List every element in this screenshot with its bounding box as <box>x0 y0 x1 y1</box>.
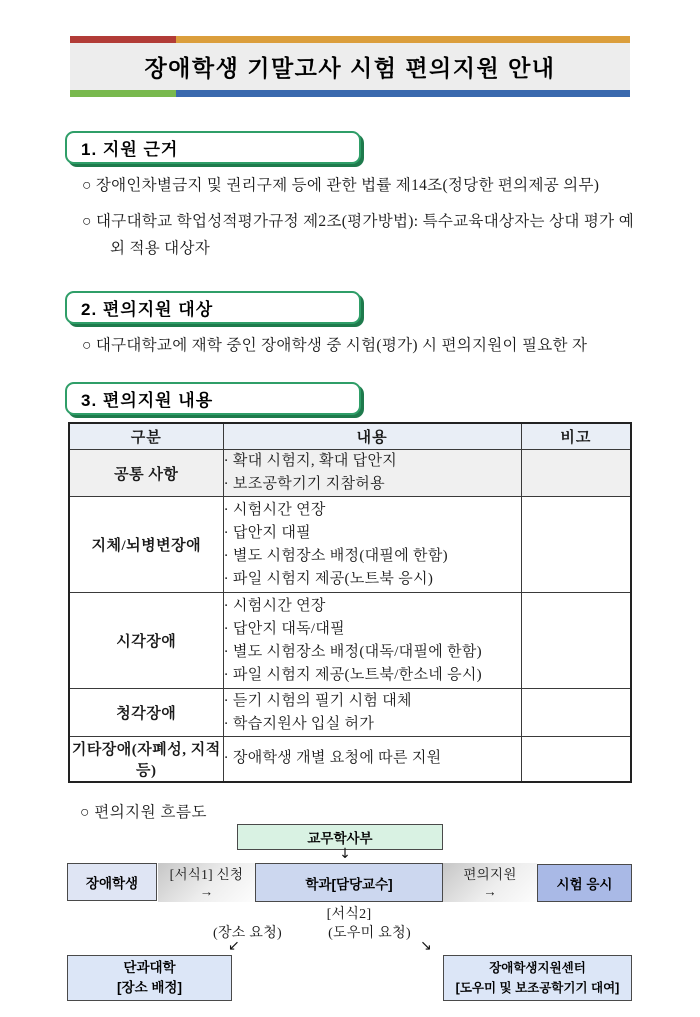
content-line: · 파일 시험지 제공(노트북/한소네 응시) <box>223 666 482 683</box>
table-row <box>69 689 631 737</box>
table-row <box>69 737 631 782</box>
center-box-line2: [도우미 및 보조공학기기 대여] <box>455 981 620 995</box>
content-line: · 장애학생 개별 요청에 따른 지원 <box>223 750 442 767</box>
content-line: · 듣기 시험의 필기 시험 대체 <box>223 692 412 709</box>
content-line: · 답안지 대독/대필 <box>223 620 345 637</box>
banner-gold-segment <box>176 36 630 43</box>
support-label: 편의지원 <box>463 866 517 882</box>
title-banner <box>70 36 630 97</box>
content-cell <box>223 593 521 689</box>
section1-title: 1. 지원 근거 <box>81 140 179 159</box>
section2-bullets <box>82 332 634 368</box>
title-background <box>70 43 630 90</box>
flow-node-department: 학과[담당교수] <box>255 863 443 902</box>
category-cell: 기타장애(자폐성, 지적 등) <box>69 737 223 782</box>
college-box-line1: 단과대학 <box>123 960 176 975</box>
banner-red-segment <box>70 36 176 43</box>
note-cell <box>521 737 631 782</box>
bullet-item: ○ 장애인차별금지 및 권리구제 등에 관한 법률 제14조(정당한 편의제공 의무) <box>82 177 600 194</box>
request-helper-label: (도우미 요청) <box>328 926 411 941</box>
section1-heading-box <box>65 131 361 164</box>
content-line: · 별도 시험장소 배정(대독/대필에 한함) <box>223 643 482 660</box>
right-arrow-icon: → <box>199 883 214 899</box>
category-cell: 시각장애 <box>69 593 223 689</box>
request-place-label: (장소 요청) <box>212 926 283 941</box>
section3-heading-box <box>65 382 361 415</box>
column-header-category: 구분 <box>69 423 223 450</box>
content-line: · 보조공학기기 지참허용 <box>223 476 385 492</box>
table-row <box>69 497 631 593</box>
banner-bottom-bar <box>70 90 630 97</box>
category-cell: 지체/뇌병변장애 <box>69 497 223 593</box>
content-cell <box>223 497 521 593</box>
center-box-line1: 장애학생지원센터 <box>489 961 586 975</box>
right-arrow-icon: → <box>483 883 497 899</box>
table-row <box>69 450 631 497</box>
apply-label: [서식1] 신청 <box>169 866 244 882</box>
banner-blue-segment <box>176 90 630 97</box>
bullet-item: ○ 대구대학교에 재학 중인 장애학생 중 시험(평가) 시 편의지원이 필요한 자 <box>82 337 588 354</box>
down-arrow-icon: ↓ <box>339 846 351 862</box>
diagonal-right-arrow-icon: ↘ <box>420 938 432 954</box>
diagonal-left-arrow-icon: ↙ <box>228 938 240 954</box>
flow-arrow-support <box>443 863 537 902</box>
content-line: · 시험시간 연장 <box>223 501 326 518</box>
content-line: · 확대 시험지, 확대 답안지 <box>223 453 398 469</box>
section3-title: 3. 편의지원 내용 <box>81 391 214 410</box>
section2-heading-box <box>65 291 361 324</box>
column-header-note: 비고 <box>521 423 631 450</box>
note-cell <box>521 450 631 497</box>
page-title: 장애학생 기말고사 시험 편의지원 안내 <box>144 55 556 81</box>
form2-label: [서식2] <box>326 907 372 922</box>
table-header-row <box>69 423 631 450</box>
content-line: · 별도 시험장소 배정(대필에 한함) <box>223 547 448 564</box>
note-cell <box>521 593 631 689</box>
flow-node-exam: 시험 응시 <box>537 864 632 902</box>
content-line: · 학습지원사 입실 허가 <box>223 715 375 732</box>
flow-arrow-apply <box>158 863 255 902</box>
table-row <box>69 593 631 689</box>
flow-node-support-center <box>443 955 632 1001</box>
flow-node-registrar: 교무학사부 <box>237 824 443 850</box>
content-line: · 시험시간 연장 <box>223 597 326 614</box>
banner-green-segment <box>70 90 176 97</box>
section1-bullets <box>82 172 634 271</box>
section2-title: 2. 편의지원 대상 <box>81 300 214 319</box>
support-table <box>68 422 632 783</box>
note-cell <box>521 497 631 593</box>
bullet-item: ○ 대구대학교 학업성적평가규정 제2조(평가방법): 특수교육대상자는 상대 평가 예외 적용 대상자 <box>82 212 634 257</box>
flow-node-student: 장애학생 <box>67 863 157 901</box>
column-header-content: 내용 <box>223 423 521 450</box>
college-box-line2: [장소 배정] <box>117 980 182 995</box>
category-cell: 공통 사항 <box>69 450 223 497</box>
content-line: · 파일 시험지 제공(노트북 응시) <box>223 570 434 587</box>
content-cell <box>223 689 521 737</box>
banner-top-bar <box>70 36 630 43</box>
category-cell: 청각장애 <box>69 689 223 737</box>
content-cell <box>223 737 521 782</box>
content-cell <box>223 450 521 497</box>
content-line: · 답안지 대필 <box>223 524 311 541</box>
note-cell <box>521 689 631 737</box>
flowchart-label: ○ 편의지원 흐름도 <box>80 804 207 821</box>
flow-node-college <box>67 955 232 1001</box>
